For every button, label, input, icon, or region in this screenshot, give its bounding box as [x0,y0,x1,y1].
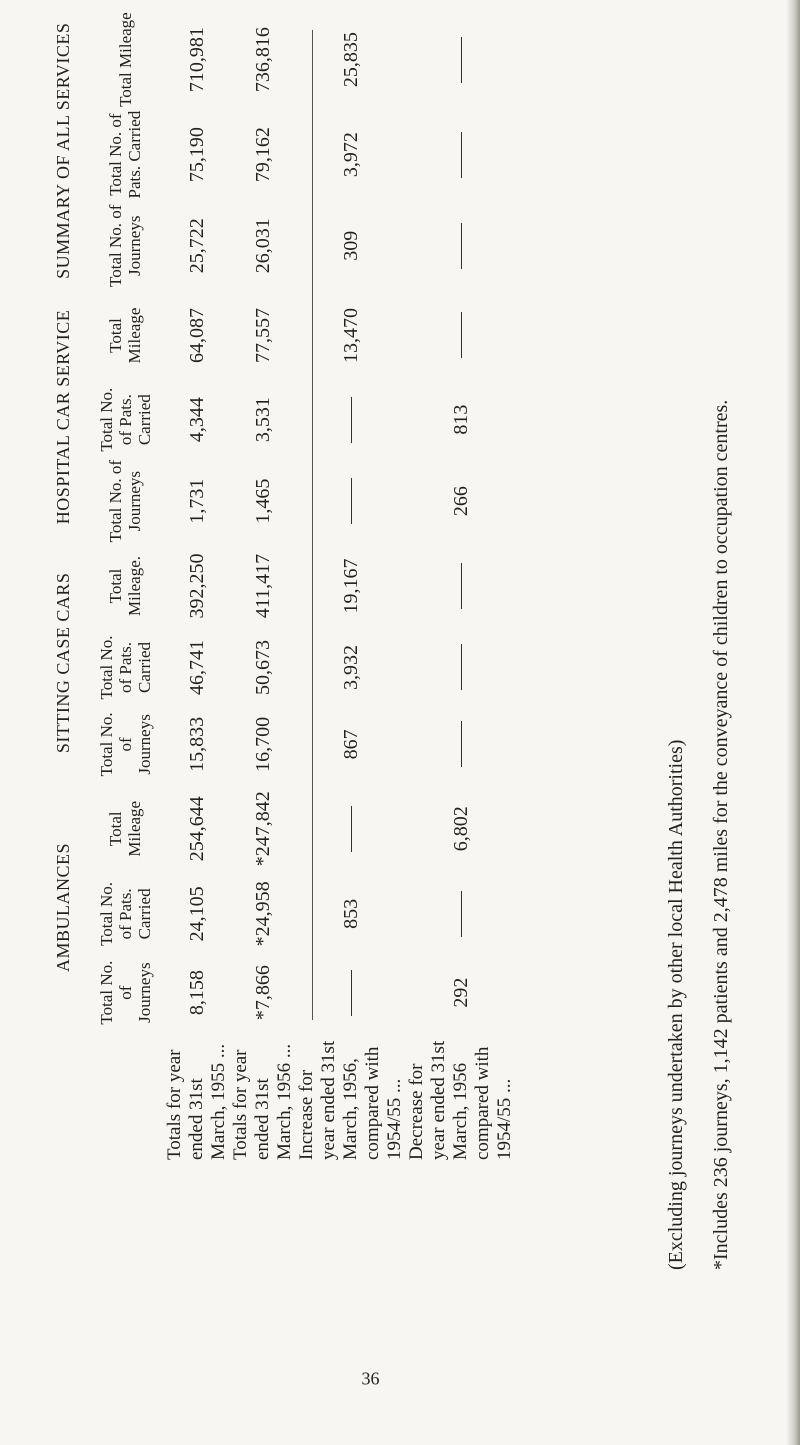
dash [461,37,462,83]
cell [406,542,516,629]
col-patients: Total No. of Pats. Carried [96,881,154,946]
cell [406,292,516,380]
cell: 64,087 [185,307,208,363]
cell: 24,105 [185,886,208,942]
cell [406,109,516,200]
cell: 853 [339,898,362,929]
cell: 50,673 [251,640,274,695]
table-row [164,10,230,1160]
col-mileage: Total Mileage [106,307,144,364]
col-mileage: Total Mileage [115,12,135,107]
cell: 392,250 [185,553,208,619]
cell: 25,835 [339,32,362,88]
cell: 1,465 [251,478,274,524]
rule-line [312,30,313,1020]
dash [461,223,462,269]
cell: 3,531 [251,397,274,443]
group-summary: SUMMARY OF ALL SERVICES [52,22,73,279]
dash [461,645,462,691]
dash [351,478,352,524]
col-journeys: Total No. of Journeys [106,459,144,543]
cell: 16,700 [251,716,274,772]
dash [351,970,352,1016]
col-journeys: Total No. of Journeys [96,960,154,1025]
row-label: Decrease for year ended 31st March, 1956 compared with 1954/55 ... [406,1040,515,1160]
cell: 867 [339,729,362,760]
cell: *7,866 [251,965,274,1021]
col-patients: Total No. of Pats. Carried [106,110,144,199]
table-row [406,10,516,1160]
cell: 6,802 [449,806,472,852]
cell [406,10,516,109]
dash [351,397,352,443]
cell: 4,344 [185,397,208,443]
page-edge [786,0,800,1445]
dash [461,312,462,358]
cell: 813 [449,404,472,435]
cell [406,200,516,292]
col-journeys: Total No. of Journeys [106,204,144,287]
cell [406,874,516,954]
cell: 309 [339,230,362,261]
cell: 8,158 [185,970,208,1016]
cell: 26,031 [251,218,274,274]
footnote-text: *Includes 236 journeys, 1,142 patients and 2,478 miles for the conveyance of children to occupation centres. [710,399,732,1270]
dash [351,806,352,852]
row-label: Increase for year ended 31st March, 1956, compared with 1954/55 ... [296,1040,405,1160]
row-label: Totals for year ended 31st March, 1956 ... [230,1043,295,1160]
cell: 254,644 [185,796,208,862]
cell: 266 [449,486,472,517]
cell: 3,972 [339,132,362,178]
cell: 736,816 [251,27,274,93]
cell: 77,557 [251,307,274,363]
dash [461,891,462,937]
col-mileage: Total Mileage [106,800,144,857]
summary-table [40,10,516,1160]
cell: 15,833 [185,716,208,772]
page-number: 36 [361,1368,380,1389]
cell: 710,981 [185,27,208,93]
cell: 25,722 [185,218,208,274]
table-row [230,10,296,1160]
cell [406,630,516,706]
cell: 3,932 [339,645,362,690]
col-patients: Total No. of Pats. Carried [96,387,154,452]
cell: 292 [449,977,472,1008]
group-ambulances: AMBULANCES [52,842,73,972]
group-heading-row [40,10,86,1160]
cell: 411,417 [251,553,274,619]
group-sitting-case-cars: SITTING CASE CARS [52,572,73,754]
cell: 75,190 [185,127,208,183]
group-hospital-car-service: HOSPITAL CAR SERVICE [52,309,73,525]
cell: *247,842 [251,791,274,867]
cell: 19,167 [339,558,362,614]
col-patients: Total No. of Pats. Carried [96,635,154,700]
cell: 13,470 [339,307,362,363]
col-mileage: Total Mileage. [106,555,144,616]
col-journeys: Total No. of Journeys [96,712,154,777]
dash [461,132,462,178]
rotated-sheet [10,10,770,1390]
column-heading-row [86,10,164,1160]
cell: 79,162 [251,127,274,183]
dash [461,721,462,767]
dash [461,563,462,609]
cell: 46,741 [185,640,208,695]
cell [406,705,516,783]
cell: 1,731 [185,478,208,524]
note-text: (Excluding journeys undertaken by other local Health Authorities) [665,739,687,1270]
row-label: Totals for year ended 31st March, 1955 ... [164,1043,229,1160]
cell: *24,958 [251,881,274,947]
